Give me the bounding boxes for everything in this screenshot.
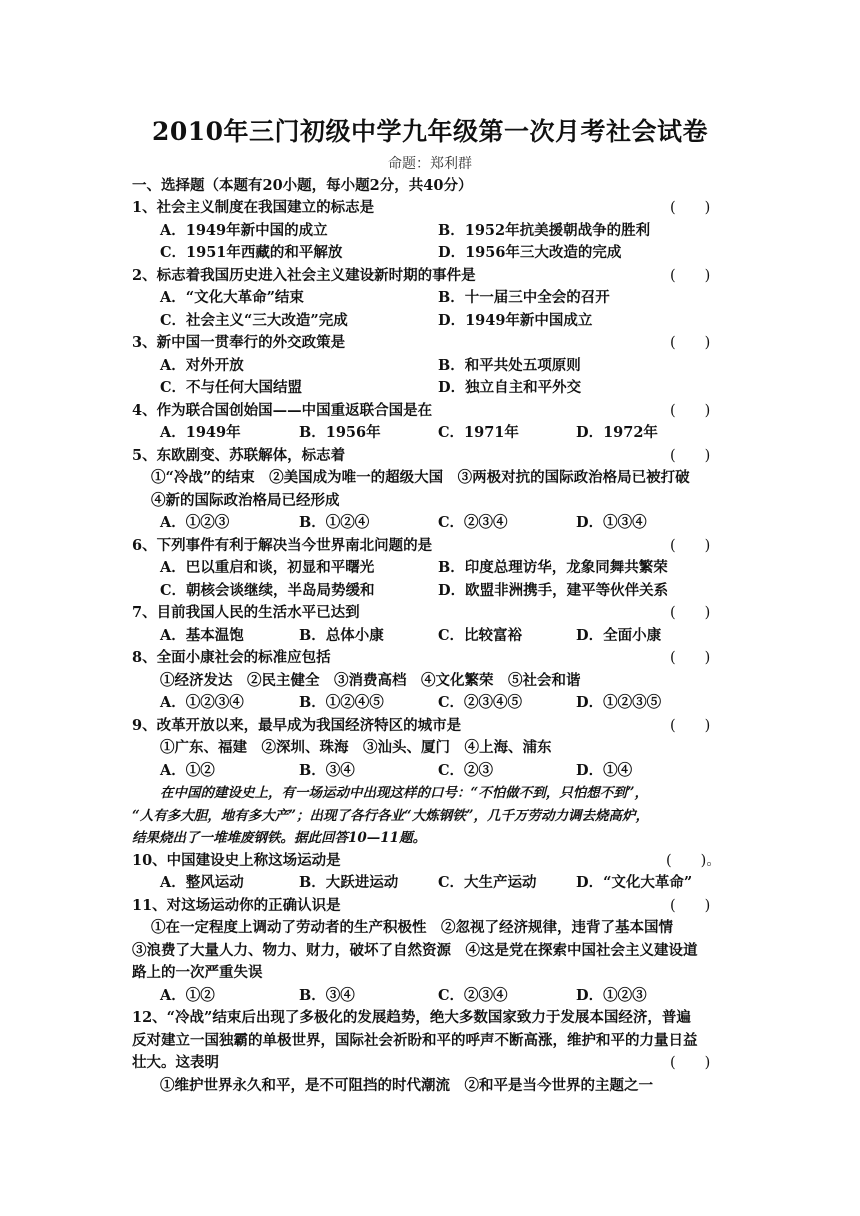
q7-option-b: B．总体小康 (299, 627, 384, 644)
q12-statements: ①维护世界永久和平，是不可阻挡的时代潮流 ②和平是当今世界的主题之一 (160, 1077, 653, 1094)
answer-paren: ( ) (670, 268, 711, 284)
q9-statements: ①广东、福建 ②深圳、珠海 ③汕头、厦门 ④上海、浦东 (160, 739, 552, 756)
answer-paren: ( ) (670, 403, 711, 419)
q4-option-d: D．1972年 (576, 424, 658, 441)
q5-option-b: B．①②④ (299, 514, 370, 531)
answer-paren: ( ) (670, 200, 711, 216)
question-10-stem: 10、中国建设史上称这场运动是 (132, 852, 341, 869)
q3-option-d: D．独立自主和平外交 (438, 379, 582, 396)
q5-option-d: D．①③④ (576, 514, 647, 531)
answer-paren: ( ) (670, 538, 711, 554)
q5-option-a: A．①②③ (160, 514, 230, 531)
question-12-stem-line-1: 12、“冷战”结束后出现了多极化的发展趋势，绝大多数国家致力于发展本国经济，普遍 (132, 1009, 691, 1026)
answer-paren: ( ) (670, 448, 711, 464)
q4-option-b: B．1956年 (299, 424, 381, 441)
q7-option-a: A．基本温饱 (160, 627, 244, 644)
q8-option-c: C．②③④⑤ (438, 694, 523, 711)
q6-option-c: C．朝核会谈继续，半岛局势缓和 (160, 582, 375, 599)
question-7-stem: 7、目前我国人民的生活水平已达到 (132, 604, 360, 621)
q4-option-c: C．1971年 (438, 424, 519, 441)
q7-option-c: C．比较富裕 (438, 627, 523, 644)
q11-option-a: A．①② (160, 987, 215, 1004)
q11-option-b: B．③④ (299, 987, 355, 1004)
q1-option-d: D．1956年三大改造的完成 (438, 244, 622, 261)
q11-statements-line-3: 路上的一次严重失误 (132, 964, 263, 981)
q2-option-c: C．社会主义“三大改造”完成 (160, 312, 348, 329)
q5-option-c: C．②③④ (438, 514, 508, 531)
q6-option-b: B．印度总理访华，龙象同舞共繁荣 (438, 559, 668, 576)
q4-option-a: A．1949年 (160, 424, 241, 441)
q3-option-a: A．对外开放 (160, 357, 244, 374)
question-4-stem: 4、作为联合国创始国——中国重返联合国是在 (132, 402, 433, 419)
q8-option-a: A．①②③④ (160, 694, 244, 711)
answer-paren: ( ) (670, 650, 711, 666)
q11-option-c: C．②③④ (438, 987, 508, 1004)
question-1-stem: 1、社会主义制度在我国建立的标志是 (132, 199, 375, 216)
answer-paren: ( ) (670, 335, 711, 351)
q10-option-a: A．整风运动 (160, 874, 244, 891)
question-12-stem-line-2: 反对建立一国独霸的单极世界，国际社会祈盼和平的呼声不断高涨，维护和平的力量日益 (132, 1032, 698, 1049)
question-6-stem: 6、下列事件有利于解决当今世界南北问题的是 (132, 537, 433, 554)
q10-option-b: B．大跃进运动 (299, 874, 399, 891)
q8-statements: ①经济发达 ②民主健全 ③消费高档 ④文化繁荣 ⑤社会和谐 (160, 672, 581, 689)
q2-option-d: D．1949年新中国成立 (438, 312, 593, 329)
passage-line-1: 在中国的建设史上，有一场运动中出现这样的口号：“不怕做不到，只怕想不到”， (160, 785, 649, 801)
q11-statements-line-2: ③浪费了大量人力、物力、财力，破坏了自然资源 ④这是党在探索中国社会主义建设道 (132, 942, 698, 959)
q9-option-a: A．①② (160, 762, 215, 779)
answer-paren: ( ) (670, 898, 711, 914)
q9-option-b: B．③④ (299, 762, 355, 779)
page-title: 2010年三门初级中学九年级第一次月考社会试卷 (151, 117, 709, 146)
q11-statements-line-1: ①在一定程度上调动了劳动者的生产积极性 ②忽视了经济规律，违背了基本国情 (151, 919, 673, 936)
q2-option-b: B．十一届三中全会的召开 (438, 289, 610, 306)
q8-option-b: B．①②④⑤ (299, 694, 384, 711)
q6-option-d: D．欧盟非洲携手，建平等伙伴关系 (438, 582, 669, 599)
passage-line-2: “人有多大胆，地有多大产”；出现了各行各业“大炼钢铁”，几千万劳动力调去烧高炉， (132, 808, 650, 824)
q9-option-d: D．①④ (576, 762, 633, 779)
section-heading: 一、选择题（本题有20小题，每小题2分，共40分） (132, 177, 473, 194)
answer-paren: ( ) (670, 718, 711, 734)
q1-option-b: B．1952年抗美援朝战争的胜利 (438, 222, 651, 239)
q5-statements-line-2: ④新的国际政治格局已经形成 (151, 492, 340, 509)
q2-option-a: A．“文化大革命”结束 (160, 289, 304, 306)
question-12-stem-line-3: 壮大。这表明 (132, 1054, 219, 1071)
q7-option-d: D．全面小康 (576, 627, 662, 644)
question-5-stem: 5、东欧剧变、苏联解体，标志着 (132, 447, 346, 464)
question-11-stem: 11、对这场运动你的正确认识是 (132, 897, 341, 914)
answer-paren: ( ) (670, 1055, 711, 1071)
q5-statements-line-1: ①“冷战”的结束 ②美国成为唯一的超级大国 ③两极对抗的国际政治格局已被打破 (151, 469, 690, 486)
q11-option-d: D．①②③ (576, 987, 647, 1004)
q3-option-c: C．不与任何大国结盟 (160, 379, 303, 396)
answer-paren: ( ) (670, 605, 711, 621)
question-3-stem: 3、新中国一贯奉行的外交政策是 (132, 334, 346, 351)
question-2-stem: 2、标志着我国历史进入社会主义建设新时期的事件是 (132, 267, 476, 284)
answer-paren: ( )。 (666, 853, 721, 869)
q9-option-c: C．②③ (438, 762, 494, 779)
q6-option-a: A．巴以重启和谈，初显和平曙光 (160, 559, 375, 576)
q8-option-d: D．①②③⑤ (576, 694, 662, 711)
q10-option-d: D．“文化大革命” (576, 874, 693, 891)
q3-option-b: B．和平共处五项原则 (438, 357, 581, 374)
question-9-stem: 9、改革开放以来，最早成为我国经济特区的城市是 (132, 717, 462, 734)
q1-option-a: A．1949年新中国的成立 (160, 222, 328, 239)
question-8-stem: 8、全面小康社会的标准应包括 (132, 649, 331, 666)
q1-option-c: C．1951年西藏的和平解放 (160, 244, 343, 261)
passage-line-3: 结果烧出了一堆堆废钢铁。据此回答10—11题。 (132, 830, 427, 846)
q10-option-c: C．大生产运动 (438, 874, 537, 891)
author-line: 命题：郑利群 (388, 156, 472, 172)
